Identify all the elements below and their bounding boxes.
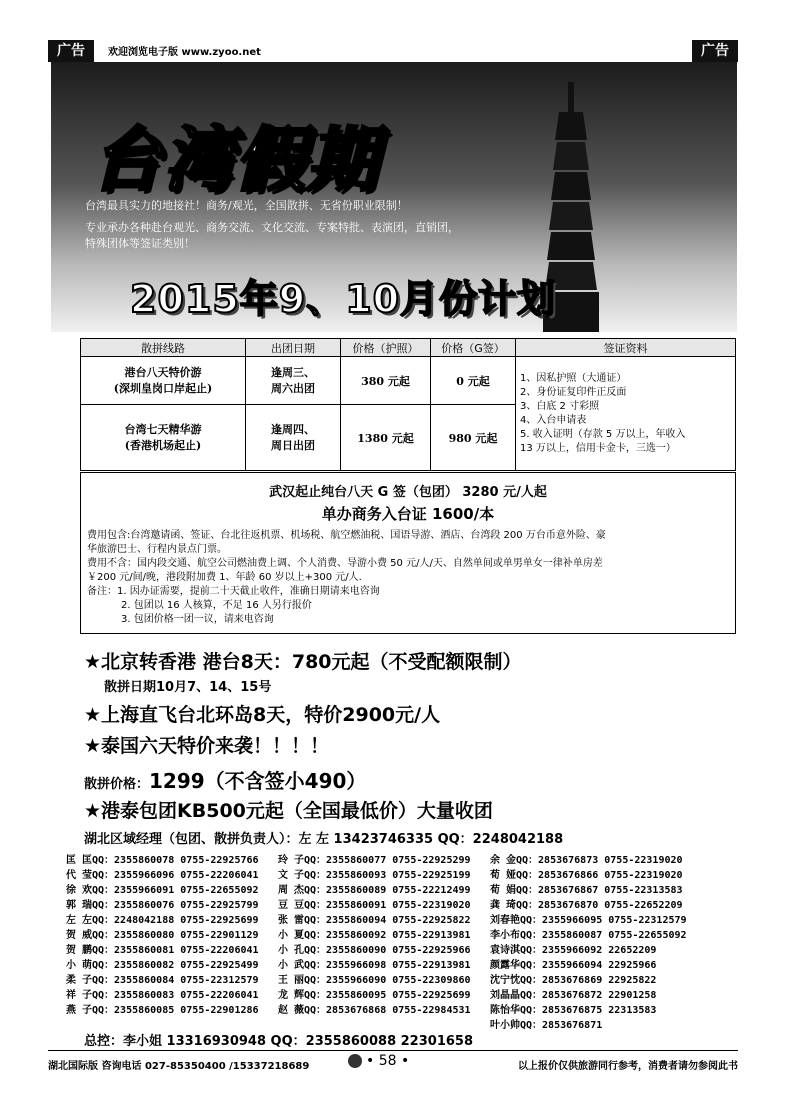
contact-info: 袁诗淇QQ：2355966092 22652209 [490,945,657,956]
contact-initial: 徐 [66,885,76,896]
contact-info: 沈宁忱QQ：2853676869 22925822 [490,975,657,986]
contact-entry [66,913,259,928]
visa-item: 3、白底 2 寸彩照 [520,400,600,412]
header-price-passport: 价格（护照） [341,339,431,357]
route-cell [81,405,246,471]
header-visa: 签证资料 [516,339,736,357]
contact-info: 子QQ：2355860093 0755-22925199 [294,870,471,881]
promo-thailand: ★泰国六天特价来袭！！！！ [84,735,330,757]
header-route: 散拼线路 [81,339,246,357]
contact-initial: 文 [278,870,288,881]
contact-row [66,883,726,898]
contact-info: 匡QQ：2355860078 0755-22925766 [82,855,259,866]
special-offer-wuhan: 武汉起止纯台八天 G 签（包团） 3280 元/人起 [269,485,547,500]
notice-box [80,472,736,634]
date-cell [246,357,341,405]
route-endpoints: (深圳皇岗口岸起止) [113,381,213,395]
promo-price-label: 散拼价格： [84,777,150,792]
promo-price-value: 1299（不含签小490） [149,769,367,793]
promo-beijing-dates: 散拼日期10月7、14、15号 [104,680,272,695]
footer-disclaimer: 以上报价仅供旅游同行参考，消费者请勿参阅此书 [518,1061,738,1072]
footer [48,1050,738,1073]
plan-title: 2015年9、10月份计划 [130,277,557,321]
contact-row [66,1003,726,1018]
contact-entry [490,988,656,1003]
note-2: 2. 包团以 16 人核算，不足 16 人另行报价 [121,600,312,611]
contact-info: 莹QQ：2355966096 0755-22206041 [82,870,259,881]
contact-info: 夏QQ：2355860092 0755-22913981 [294,930,471,941]
contact-info: 左QQ：2248042188 0755-22925699 [82,915,259,926]
contact-initial: 龙 [278,990,288,1001]
total-control: 总控：李小姐 13316930948 QQ：2355860088 22301658 [84,1034,473,1049]
contact-initial: 小 [66,960,76,971]
welcome-url[interactable]: 欢迎浏览电子版 www.zyoo.net [108,47,261,58]
price-g: 0 元起 [431,357,516,405]
contact-initial: 匡 [66,855,76,866]
contact-entry [66,883,259,898]
contact-entry [66,943,259,958]
contact-initial: 小 [278,945,288,956]
contact-entry [66,988,259,1003]
publisher-logo-icon [348,1054,362,1068]
contact-row [66,868,726,883]
note-1: 备注：1. 因办证需要，提前二十天截止收件，准确日期请来电咨询 [87,586,380,597]
promo-beijing: ★北京转香港 港台8天：780元起（不受配额限制） [84,651,522,673]
contact-info: 子QQ：2355860077 0755-22925299 [294,855,471,866]
contact-entry [490,1018,602,1033]
contact-grid [66,853,726,1033]
contact-entry [278,943,471,958]
contact-info: 武QQ：2355966098 0755-22913981 [294,960,471,971]
contact-entry [490,883,683,898]
footer-contact: 湖北国际版 咨询电话 027-85350400 /15337218689 [48,1061,310,1072]
contact-entry [278,868,471,883]
contact-info: 子QQ：2355860083 0755-22206041 [82,990,259,1001]
top-bar [48,40,738,62]
contact-initial: 荀 [490,870,500,881]
contact-info: 刘晶晶QQ：2853676872 22901258 [490,990,657,1001]
promo-hk-thai: ★港泰包团KB500元起（全国最低价）大量收团 [84,800,493,822]
route-name: 港台八天特价游 [124,365,202,379]
contact-entry [278,973,471,988]
contact-entry [66,1003,259,1018]
contact-initial: 燕 [66,1005,76,1016]
contact-initial: 荀 [490,885,500,896]
visa-item: 4、入台申请表 [520,414,587,426]
route-endpoints: (香港机场起止) [124,438,202,452]
contact-info: 萌QQ：2355860082 0755-22925499 [82,960,259,971]
price-table [80,338,736,471]
contact-info: 叶小帅QQ：2853676871 [490,1020,603,1031]
contact-row [66,988,726,1003]
visa-item: 13 万以上，信用卡金卡，三选一） [520,442,676,454]
fees-section [87,529,731,627]
contact-info: 颜露华QQ：2355966094 22925966 [490,960,657,971]
fees-excluded: 费用不含：国内段交通、航空公司燃油费上调、个人消费、导游小费 50 元/人/天、自然单间或单男单女一律补单房差 [87,558,603,569]
contact-info: 雷QQ：2355860094 0755-22925822 [294,915,471,926]
contact-info: 陈怡华QQ：2853676875 22313583 [490,1005,657,1016]
contact-info: 威QQ：2355860080 0755-22901129 [82,930,259,941]
contact-entry [490,853,683,868]
visa-item: 1、因私护照（大通证） [520,372,627,384]
contact-initial: 张 [278,915,288,926]
contact-entry [66,898,259,913]
contact-info: 子QQ：2355860084 0755-22312579 [82,975,259,986]
contact-initial: 贺 [66,930,76,941]
contact-entry [278,988,471,1003]
page-number [348,1053,409,1069]
route-cell [81,357,246,405]
price-passport: 1380 元起 [341,405,431,471]
contact-info: 娟QQ：2853676867 0755-22313583 [506,885,683,896]
date-line-2: 周六出团 [271,381,315,395]
ad-label-right: 广告 [692,40,738,62]
contact-entry [66,868,259,883]
contact-initial: 豆 [278,900,288,911]
contact-info: 孔QQ：2355860090 0755-22925966 [294,945,471,956]
contact-entry [66,958,259,973]
regional-manager: 湖北区域经理（包团、散拼负责人）：左 左 13423746335 QQ：2248042188 [84,832,564,847]
page-number-text: • 58 • [366,1053,410,1069]
contact-info: 辉QQ：2355860095 0755-22925699 [294,990,471,1001]
promo-price-line [84,765,366,794]
contact-entry [490,913,687,928]
date-line-1: 逢周四、 [271,422,315,436]
contact-entry [278,928,471,943]
contact-row [66,958,726,973]
fees-excluded-cont: ￥200 元/间/晚，港段附加费 1、年龄 60 岁以上+300 元/人. [87,572,362,583]
contact-entry [490,868,683,883]
promo-shanghai: ★上海直飞台北环岛8天，特价2900元/人 [84,704,441,726]
contact-entry [278,898,471,913]
contact-initial: 左 [66,915,76,926]
visa-requirements [516,357,736,471]
header-date: 出团日期 [246,339,341,357]
contact-info: 欢QQ：2355966091 0755-22655092 [82,885,259,896]
contact-initial: 小 [278,930,288,941]
contact-info: 琦QQ：2853676870 0755-22652209 [506,900,683,911]
fees-included: 费用包含:台湾邀请函、签证、台北往返机票、机场税、航空燃油税、国语导游、酒店、台湾段 200 万台币意外险、豪 [87,530,606,541]
contact-info: 金QQ：2853676873 0755-22319020 [506,855,683,866]
contact-entry [278,1003,471,1018]
contact-initial: 余 [490,855,500,866]
hero-title: 台湾假期 [91,118,379,201]
contact-info: 刘春艳QQ：2355966095 0755-22312579 [490,915,687,926]
contact-initial: 赵 [278,1005,288,1016]
contact-entry [66,973,259,988]
hero-service-line-1: 专业承办各种赴台观光、商务交流、文化交流、专案特批、表演团，直销团， [85,221,459,234]
contact-entry [490,958,656,973]
table-row [81,357,736,405]
contact-row [66,973,726,988]
special-offer-business-permit: 单办商务入台证 1600/本 [321,505,495,523]
hero-service-line-2: 特殊团体等签证类别！ [85,237,195,250]
contact-initial: 龚 [490,900,500,911]
contact-entry [490,1003,656,1018]
contact-info: 薇QQ：2853676868 0755-22984531 [294,1005,471,1016]
route-name: 台湾七天精华游 [124,422,202,436]
contact-row [66,928,726,943]
contact-initial: 玲 [278,855,288,866]
fees-included-cont: 华旅游巴士、行程内景点门票。 [87,544,227,555]
contact-entry [66,853,259,868]
contact-row [66,853,726,868]
contact-info: 鹏QQ：2355860081 0755-22206041 [82,945,259,956]
contact-entry [278,958,471,973]
ad-label-left: 广告 [48,40,94,62]
contact-info: 子QQ：2355860085 0755-22901286 [82,1005,259,1016]
contact-initial: 贺 [66,945,76,956]
contact-initial: 郭 [66,900,76,911]
contact-info: 娅QQ：2853676866 0755-22319020 [506,870,683,881]
contact-initial: 周 [278,885,288,896]
contact-initial: 祥 [66,990,76,1001]
visa-item: 2、身份证复印件正反面 [520,386,627,398]
price-passport: 380 元起 [341,357,431,405]
contact-info: 瑞QQ：2355860076 0755-22925799 [82,900,259,911]
header-price-g: 价格（G签） [431,339,516,357]
contact-row [66,913,726,928]
contact-entry [278,853,471,868]
contact-initial: 小 [278,960,288,971]
date-line-2: 周日出团 [271,438,315,452]
contact-entry [490,928,687,943]
contact-entry [66,928,259,943]
contact-entry [490,973,656,988]
note-3: 3. 包团价格一团一议，请来电咨询 [121,614,274,625]
contact-row [66,943,726,958]
visa-item: 5. 收入证明（存款 5 万以上，年收入 [520,428,686,440]
date-cell [246,405,341,471]
contact-initial: 代 [66,870,76,881]
contact-rows [66,853,726,1033]
contact-entry [278,913,471,928]
contact-info: 豆QQ：2355860091 0755-22319020 [294,900,471,911]
contact-initial: 王 [278,975,288,986]
price-g: 980 元起 [431,405,516,471]
contact-entry [490,898,683,913]
date-line-1: 逢周三、 [271,365,315,379]
contact-info: 丽QQ：2355966090 0755-22309860 [294,975,471,986]
contact-entry [278,883,471,898]
contact-info: 杰QQ：2355860089 0755-22212499 [294,885,471,896]
contact-initial: 柔 [66,975,76,986]
hero-tagline: 台湾最具实力的地接社！商务/观光，全国散拼、无省份职业限制！ [85,199,408,212]
contact-entry [490,943,656,958]
contact-info: 李小布QQ：2355860087 0755-22655092 [490,930,687,941]
contact-row [66,898,726,913]
